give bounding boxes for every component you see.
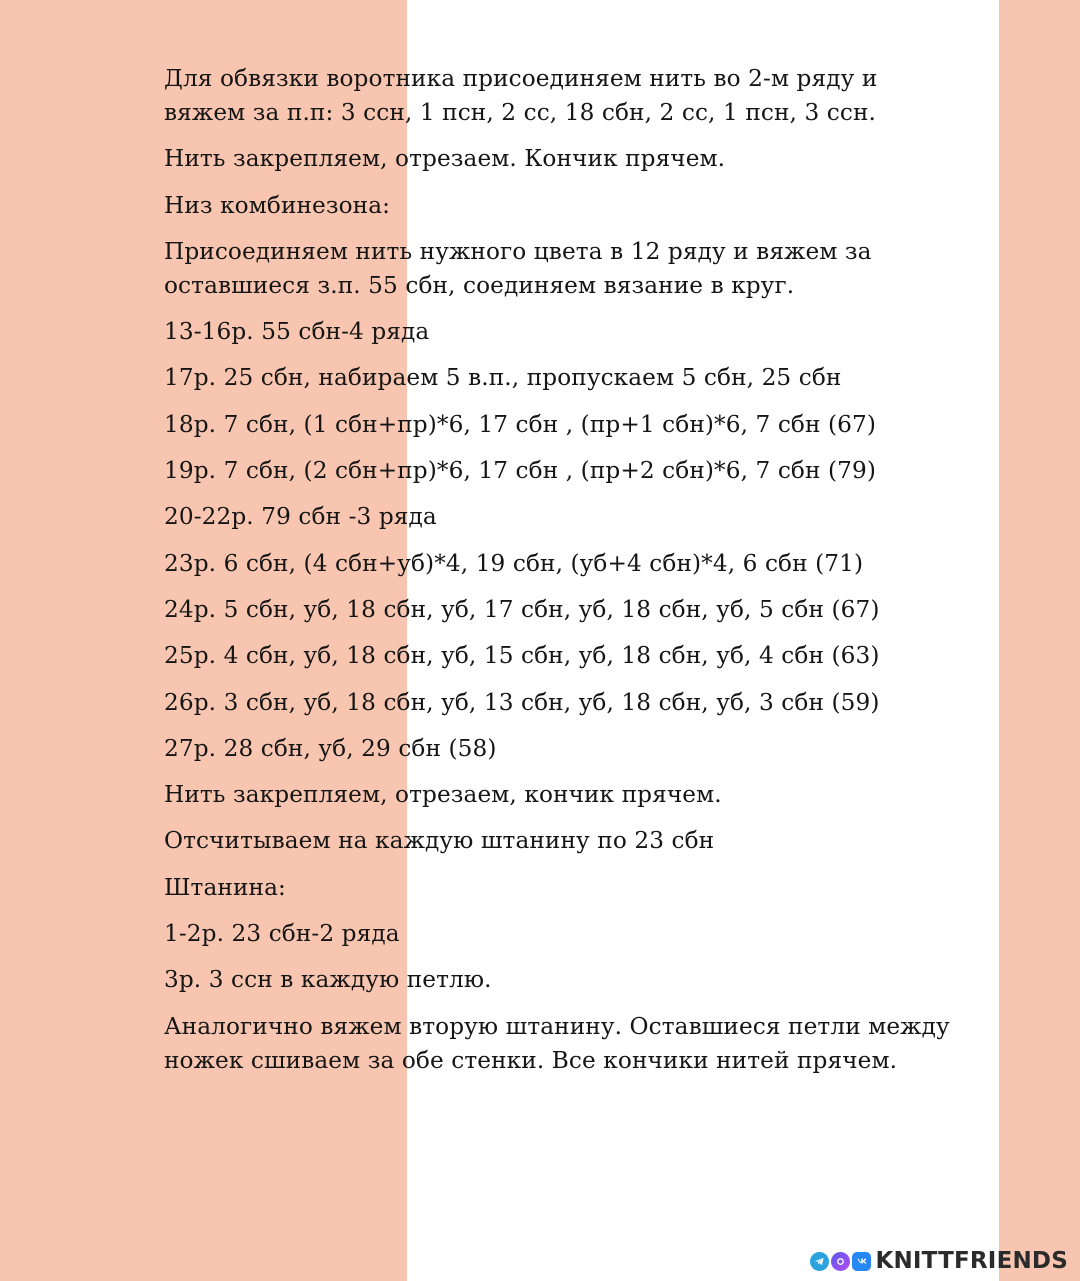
- row-instruction: [164, 963, 954, 997]
- vk-icon: [852, 1252, 871, 1271]
- row-instruction: [164, 408, 954, 442]
- text-line: 20-22р. 79 сбн -3 ряда: [164, 503, 437, 531]
- text-line: 25р. 4 сбн, уб, 18 сбн, уб, 15 сбн, уб, 18 сбн, уб, 4 сбн (63): [164, 642, 880, 670]
- text-line: вяжем за п.п: 3 ссн, 1 псн, 2 сс, 18 сбн, 2 сс, 1 псн, 3 ссн.: [164, 99, 876, 126]
- text-line: Для обвязки воротника присоединяем нить во 2-м ряду и: [164, 65, 878, 92]
- watermark-text: KNITTFRIENDS: [875, 1248, 1068, 1274]
- text-line: 24р. 5 сбн, уб, 18 сбн, уб, 17 сбн, уб, 18 сбн, уб, 5 сбн (67): [164, 595, 880, 623]
- telegram-icon: [810, 1252, 829, 1271]
- text-line: 27р. 28 сбн, уб, 29 сбн (58): [164, 734, 497, 762]
- paragraph: [164, 235, 954, 303]
- text-line: Присоединяем нить нужного цвета в 12 ряду и вяжем за: [164, 237, 872, 265]
- row-instruction: [164, 686, 954, 720]
- text-line: Аналогично вяжем вторую штанину. Оставшиеся петли между: [164, 1012, 950, 1040]
- text-line: ножек сшиваем за обе стенки. Все кончики нитей прячем.: [164, 1046, 898, 1074]
- text-line: Штанина:: [164, 873, 286, 901]
- row-instruction: [164, 639, 954, 673]
- section-heading-leg: [164, 871, 954, 905]
- text-line: 18р. 7 сбн, (1 сбн+пр)*6, 17 сбн , (пр+1 сбн)*6, 7 сбн (67): [164, 410, 876, 438]
- paragraph: [164, 142, 954, 176]
- instructions-text: [164, 62, 954, 1090]
- paragraph: [164, 778, 954, 812]
- text-line: 19р. 7 сбн, (2 сбн+пр)*6, 17 сбн , (пр+2 сбн)*6, 7 сбн (79): [164, 457, 876, 485]
- section-heading-bottom: [164, 189, 954, 223]
- paragraph: [164, 824, 954, 858]
- row-instruction: [164, 315, 954, 349]
- row-instruction: [164, 732, 954, 766]
- text-line: 3р. 3 ссн в каждую петлю.: [164, 966, 492, 994]
- text-line: оставшиеся з.п. 55 сбн, соединяем вязание в круг.: [164, 271, 795, 299]
- text-line: 13-16р. 55 сбн-4 ряда: [164, 318, 430, 346]
- text-line: 23р. 6 сбн, (4 сбн+уб)*4, 19 сбн, (уб+4 сбн)*4, 6 сбн (71): [164, 549, 864, 577]
- text-line: Нить закрепляем, отрезаем. Кончик прячем.: [164, 145, 726, 173]
- row-instruction: [164, 547, 954, 581]
- row-instruction: [164, 361, 954, 395]
- row-instruction: [164, 500, 954, 534]
- paragraph-collar-edging: [164, 62, 954, 130]
- text-line: 17р. 25 сбн, набираем 5 в.п., пропускаем 5 сбн, 25 сбн: [164, 364, 842, 392]
- row-instruction: [164, 454, 954, 488]
- watermark: [810, 1247, 1068, 1275]
- text-line: Нить закрепляем, отрезаем, кончик прячем.: [164, 781, 722, 809]
- max-messenger-icon: [831, 1252, 850, 1271]
- text-line: 1-2р. 23 сбн-2 ряда: [164, 920, 400, 948]
- paragraph: [164, 1010, 954, 1078]
- row-instruction: [164, 593, 954, 627]
- peach-band-right: [999, 0, 1080, 1281]
- text-line: Отсчитываем на каждую штанину по 23 сбн: [164, 827, 715, 855]
- text-line: 26р. 3 сбн, уб, 18 сбн, уб, 13 сбн, уб, 18 сбн, уб, 3 сбн (59): [164, 688, 880, 716]
- row-instruction: [164, 917, 954, 951]
- text-line: Низ комбинезона:: [164, 191, 391, 219]
